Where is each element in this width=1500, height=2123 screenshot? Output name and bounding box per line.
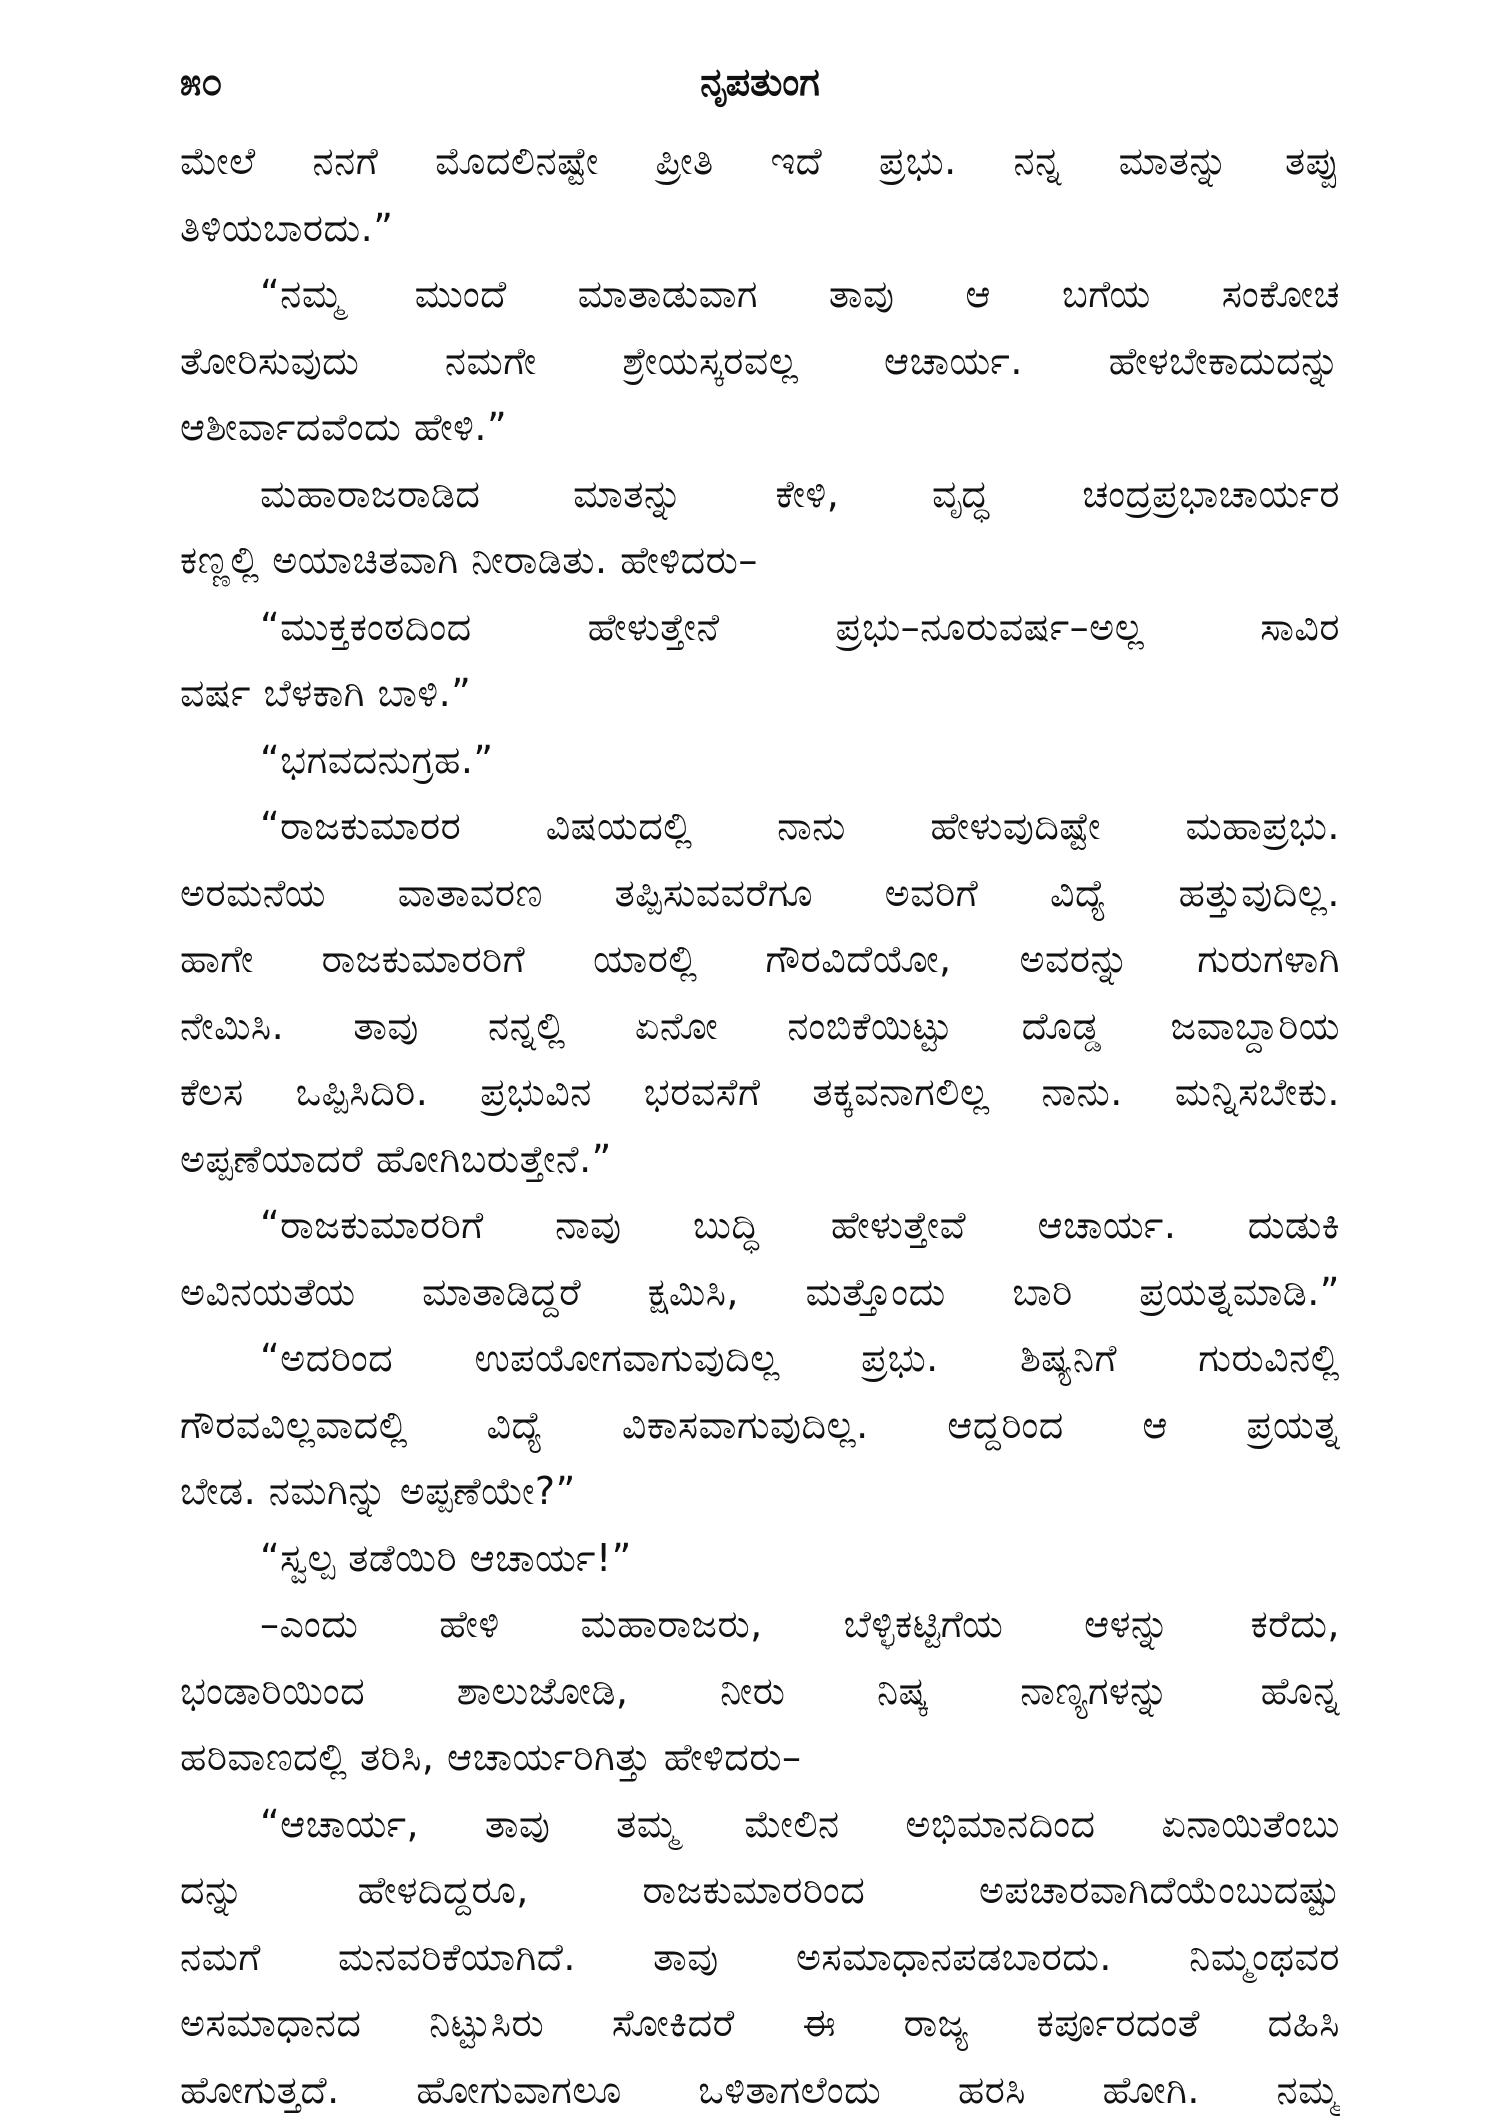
- text-line: “ರಾಜಕುಮಾರರ ವಿಷಯದಲ್ಲಿ ನಾನು ಹೇಳುವುದಿಷ್ಟೇ ಮಹಾಪ್ರಭು.: [180, 793, 1340, 860]
- text-line: ಅಸಮಾಧಾನದ ನಿಟ್ಟುಸಿರು ಸೋಕಿದರೆ ಈ ರಾಜ್ಯ ಕರ್ಪೂರದಂತೆ ದಹಿಸಿ: [180, 1990, 1340, 2057]
- text-line: “ನಮ್ಮ ಮುಂದೆ ಮಾತಾಡುವಾಗ ತಾವು ಆ ಬಗೆಯ ಸಂಕೋಚ: [180, 261, 1340, 328]
- text-line: ನಮಗೆ ಮನವರಿಕೆಯಾಗಿದೆ. ತಾವು ಅಸಮಾಧಾನಪಡಬಾರದು. ನಿಮ್ಮಂಥವರ: [180, 1924, 1340, 1991]
- running-title: ನೃಪತುಂಗ: [180, 52, 1340, 112]
- text-line: ದನ್ನು ಹೇಳದಿದ್ದರೂ, ರಾಜಕುಮಾರರಿಂದ ಅಪಚಾರವಾಗಿದೆಯೆಂಬುದಷ್ಟು: [180, 1857, 1340, 1924]
- text-line: ಅರಮನೆಯ ವಾತಾವರಣ ತಪ್ಪಿಸುವವರೆಗೂ ಅವರಿಗೆ ವಿದ್ಯೆ ಹತ್ತುವುದಿಲ್ಲ.: [180, 860, 1340, 927]
- text-line: ತೋರಿಸುವುದು ನಮಗೇ ಶ್ರೇಯಸ್ಕರವಲ್ಲ ಆಚಾರ್ಯ. ಹೇಳಬೇಕಾದುದನ್ನು: [180, 328, 1340, 395]
- text-line: “ರಾಜಕುಮಾರರಿಗೆ ನಾವು ಬುದ್ಧಿ ಹೇಳುತ್ತೇವೆ ಆಚಾರ್ಯ. ದುಡುಕಿ: [180, 1192, 1340, 1259]
- text-line: ಮೇಲೆ ನನಗೆ ಮೊದಲಿನಷ್ಟೇ ಪ್ರೀತಿ ಇದೆ ಪ್ರಭು. ನನ್ನ ಮಾತನ್ನು ತಪ್ಪು: [180, 128, 1340, 195]
- page-number: ೫೦: [180, 52, 223, 112]
- text-line: ಬೇಡ. ನಮಗಿನ್ನು ಅಪ್ಪಣೆಯೇ?”: [180, 1458, 1340, 1525]
- text-line: ಭಂಡಾರಿಯಿಂದ ಶಾಲುಜೋಡಿ, ನೀರು ನಿಷ್ಕ ನಾಣ್ಯಗಳನ್ನು ಹೊನ್ನ: [180, 1658, 1340, 1725]
- text-line: ಹರಿವಾಣದಲ್ಲಿ ತರಿಸಿ, ಆಚಾರ್ಯರಿಗಿತ್ತು ಹೇಳಿದರು–: [180, 1724, 1340, 1791]
- text-line: ವರ್ಷ ಬೆಳಕಾಗಿ ಬಾಳಿ.”: [180, 660, 1340, 727]
- text-line: ಹೋಗುತ್ತದೆ. ಹೋಗುವಾಗಲೂ ಒಳಿತಾಗಲೆಂದು ಹರಸಿ ಹೋಗಿ. ನಮ್ಮ: [180, 2057, 1340, 2123]
- text-line: ಆಶೀರ್ವಾದವೆಂದು ಹೇಳಿ.”: [180, 394, 1340, 461]
- text-line: “ಆಚಾರ್ಯ, ತಾವು ತಮ್ಮ ಮೇಲಿನ ಅಭಿಮಾನದಿಂದ ಏನಾಯಿತೆಂಬು: [180, 1791, 1340, 1858]
- text-line: ಅಪ್ಪಣೆಯಾದರೆ ಹೋಗಿಬರುತ್ತೇನೆ.”: [180, 1126, 1340, 1193]
- text-line: ಅವಿನಯತೆಯ ಮಾತಾಡಿದ್ದರೆ ಕ್ಷಮಿಸಿ, ಮತ್ತೊಂದು ಬಾರಿ ಪ್ರಯತ್ನಮಾಡಿ.”: [180, 1259, 1340, 1326]
- text-line: ತಿಳಿಯಬಾರದು.”: [180, 195, 1340, 262]
- text-line: ಕಣ್ಣಲ್ಲಿ ಅಯಾಚಿತವಾಗಿ ನೀರಾಡಿತು. ಹೇಳಿದರು–: [180, 527, 1340, 594]
- page-header: [180, 52, 1340, 112]
- body-text: [180, 128, 1340, 2123]
- text-line: ಹಾಗೇ ರಾಜಕುಮಾರರಿಗೆ ಯಾರಲ್ಲಿ ಗೌರವಿದೆಯೋ, ಅವರನ್ನು ಗುರುಗಳಾಗಿ: [180, 926, 1340, 993]
- text-line: “ಅದರಿಂದ ಉಪಯೋಗವಾಗುವುದಿಲ್ಲ ಪ್ರಭು. ಶಿಷ್ಯನಿಗೆ ಗುರುವಿನಲ್ಲಿ: [180, 1325, 1340, 1392]
- text-line: ಮಹಾರಾಜರಾಡಿದ ಮಾತನ್ನು ಕೇಳಿ, ವೃದ್ಧ ಚಂದ್ರಪ್ರಭಾಚಾರ್ಯರ: [180, 461, 1340, 528]
- text-line: ಕೆಲಸ ಒಪ್ಪಿಸಿದಿರಿ. ಪ್ರಭುವಿನ ಭರವಸೆಗೆ ತಕ್ಕವನಾಗಲಿಲ್ಲ ನಾನು. ಮನ್ನಿಸಬೇಕು.: [180, 1059, 1340, 1126]
- text-line: –ಎಂದು ಹೇಳಿ ಮಹಾರಾಜರು, ಬೆಳ್ಳಿಕಟ್ಟಿಗೆಯ ಆಳನ್ನು ಕರೆದು,: [180, 1591, 1340, 1658]
- text-line: “ಭಗವದನುಗ್ರಹ.”: [180, 727, 1340, 794]
- text-line: “ಸ್ವಲ್ಪ ತಡೆಯಿರಿ ಆಚಾರ್ಯ!”: [180, 1525, 1340, 1592]
- text-line: ಗೌರವವಿಲ್ಲವಾದಲ್ಲಿ ವಿದ್ಯೆ ವಿಕಾಸವಾಗುವುದಿಲ್ಲ. ಆದ್ದರಿಂದ ಆ ಪ್ರಯತ್ನ: [180, 1392, 1340, 1459]
- text-line: “ಮುಕ್ತಕಂಠದಿಂದ ಹೇಳುತ್ತೇನೆ ಪ್ರಭು–ನೂರುವರ್ಷ–ಅಲ್ಲ ಸಾವಿರ: [180, 594, 1340, 661]
- text-line: ನೇಮಿಸಿ. ತಾವು ನನ್ನಲ್ಲಿ ಏನೋ ನಂಬಿಕೆಯಿಟ್ಟು ದೊಡ್ಡ ಜವಾಬ್ದಾರಿಯ: [180, 993, 1340, 1060]
